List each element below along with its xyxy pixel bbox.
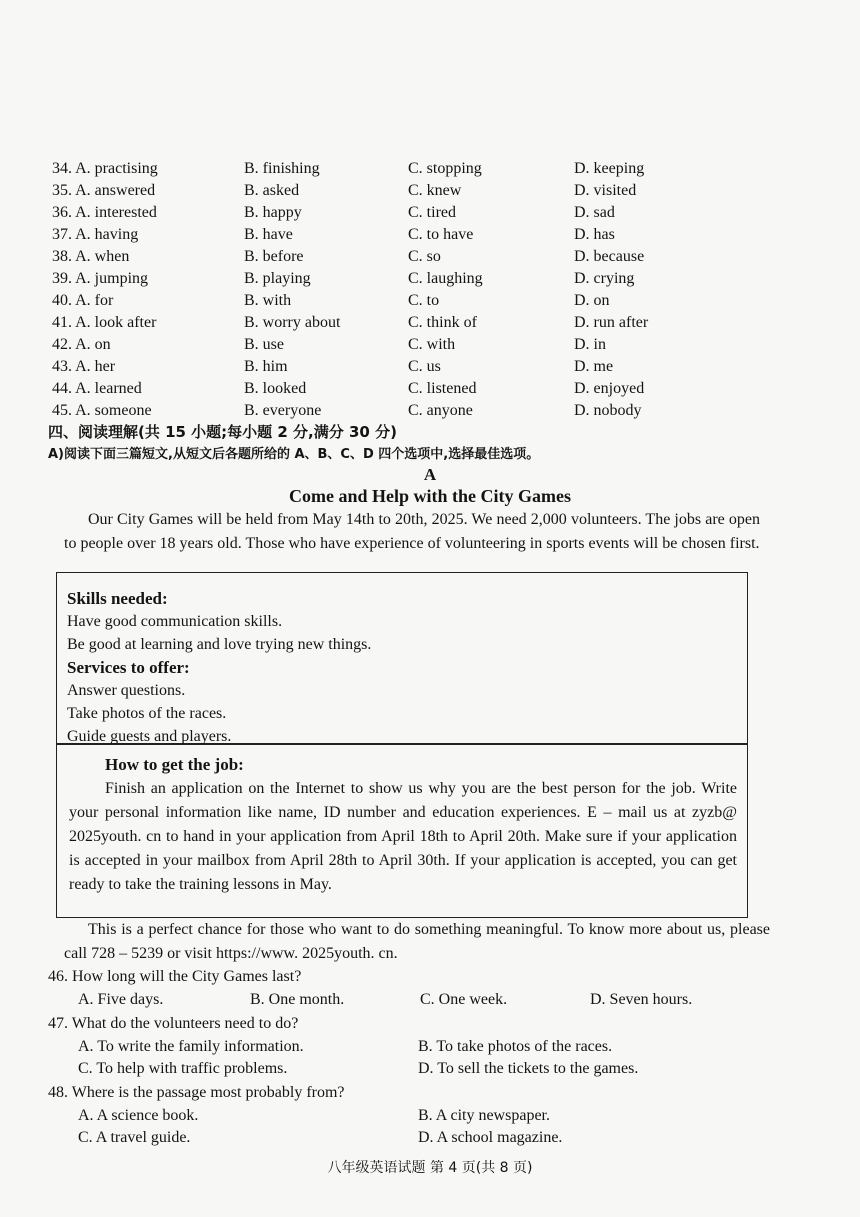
question-48: 48. Where is the passage most probably from?	[48, 1084, 345, 1101]
option-a: 37. A. having	[52, 226, 139, 243]
section-title: 四、阅读理解(共 15 小题;每小题 2 分,满分 30 分)	[48, 423, 397, 441]
answer-option: B. One month.	[250, 991, 345, 1008]
option-b: B. looked	[244, 380, 307, 397]
option-b: B. him	[244, 358, 288, 375]
option-c: C. tired	[408, 204, 456, 221]
question-47-options	[78, 1036, 758, 1080]
answer-option: B. To take photos of the races.	[418, 1038, 613, 1055]
option-d: D. because	[574, 248, 645, 265]
job-heading: How to get the job:	[105, 755, 244, 774]
question-47: 47. What do the volunteers need to do?	[48, 1015, 299, 1032]
option-c: C. stopping	[408, 160, 482, 177]
option-d: D. enjoyed	[574, 380, 645, 397]
option-a: 43. A. her	[52, 358, 116, 375]
services-heading: Services to offer:	[67, 658, 190, 677]
answer-option: A. A science book.	[78, 1107, 199, 1124]
option-a: 42. A. on	[52, 336, 111, 353]
option-d: D. crying	[574, 270, 635, 287]
passage-outro: This is a perfect chance for those who want to do something meaningful. To know more about us, please call 728 – 5239 or visit https://www. 2025youth. cn.	[64, 921, 770, 962]
service-item: Take photos of the races.	[67, 705, 227, 722]
option-a: 45. A. someone	[52, 402, 152, 419]
option-c: C. so	[408, 248, 441, 265]
option-a: 36. A. interested	[52, 204, 157, 221]
option-c: C. listened	[408, 380, 477, 397]
option-b: B. with	[244, 292, 292, 309]
option-a: 34. A. practising	[52, 160, 158, 177]
option-c: C. laughing	[408, 270, 483, 287]
answer-option: A. Five days.	[78, 991, 164, 1008]
option-d: D. keeping	[574, 160, 645, 177]
option-b: B. have	[244, 226, 293, 243]
option-c: C. to have	[408, 226, 474, 243]
how-to-get-job-box	[56, 744, 748, 918]
service-item: Guide guests and players.	[67, 728, 232, 745]
skill-item: Have good communication skills.	[67, 613, 283, 630]
option-b: B. asked	[244, 182, 300, 199]
page-footer: 八年级英语试题 第 4 页(共 8 页)	[327, 1160, 533, 1176]
answer-option: D. A school magazine.	[418, 1129, 563, 1146]
option-b: B. before	[244, 248, 304, 265]
answer-option: B. A city newspaper.	[418, 1107, 550, 1124]
option-c: C. us	[408, 358, 441, 375]
skill-item: Be good at learning and love trying new things.	[67, 636, 372, 653]
service-item: Answer questions.	[67, 682, 186, 699]
option-a: 41. A. look after	[52, 314, 157, 331]
option-d: D. run after	[574, 314, 649, 331]
option-c: C. knew	[408, 182, 462, 199]
option-b: B. use	[244, 336, 284, 353]
passage-title: Come and Help with the City Games	[289, 486, 571, 506]
option-a: 40. A. for	[52, 292, 114, 309]
option-b: B. worry about	[244, 314, 341, 331]
answer-option: A. To write the family information.	[78, 1038, 304, 1055]
question-48-options	[78, 1105, 758, 1149]
job-body: Finish an application on the Internet to show us why you are the best person for the job. Write your personal information like name, ID number and education experiences. E – mail us at zyzb@ 2025youth. cn to hand in your application from April 18th to April 20th. Make sure if your application is accepted in your mailbox from April 28th to April 30th. If your application is accepted, you can get ready to take the training lessons in May.	[69, 780, 737, 893]
answer-option: C. One week.	[420, 991, 508, 1008]
question-46: 46. How long will the City Games last?	[48, 968, 302, 985]
section-instruction: A)阅读下面三篇短文,从短文后各题所给的 A、B、C、D 四个选项中,选择最佳选项。	[48, 447, 540, 462]
skills-heading: Skills needed:	[67, 589, 168, 608]
option-b: B. happy	[244, 204, 302, 221]
option-d: D. visited	[574, 182, 637, 199]
option-b: B. playing	[244, 270, 311, 287]
skills-services-box	[56, 572, 748, 744]
option-d: D. on	[574, 292, 610, 309]
passage-letter: A	[423, 465, 437, 484]
option-a: 39. A. jumping	[52, 270, 149, 287]
option-a: 35. A. answered	[52, 182, 156, 199]
option-d: D. has	[574, 226, 615, 243]
option-c: C. anyone	[408, 402, 473, 419]
option-b: B. everyone	[244, 402, 322, 419]
answer-option: C. A travel guide.	[78, 1129, 191, 1146]
question-46-options	[78, 989, 758, 1011]
answer-option: D. To sell the tickets to the games.	[418, 1060, 639, 1077]
option-c: C. to	[408, 292, 440, 309]
answer-option: C. To help with traffic problems.	[78, 1060, 288, 1077]
option-c: C. with	[408, 336, 456, 353]
option-d: D. in	[574, 336, 606, 353]
option-b: B. finishing	[244, 160, 320, 177]
cloze-options-grid	[52, 158, 692, 422]
option-d: D. nobody	[574, 402, 642, 419]
option-c: C. think of	[408, 314, 477, 331]
option-d: D. me	[574, 358, 614, 375]
option-a: 38. A. when	[52, 248, 130, 265]
option-a: 44. A. learned	[52, 380, 142, 397]
option-d: D. sad	[574, 204, 615, 221]
answer-option: D. Seven hours.	[590, 991, 693, 1008]
passage-intro: Our City Games will be held from May 14th to 20th, 2025. We need 2,000 volunteers. The jobs are open to people over 18 years old. Those who have experience of volunteering in sports events will be chosen first.	[64, 511, 760, 552]
